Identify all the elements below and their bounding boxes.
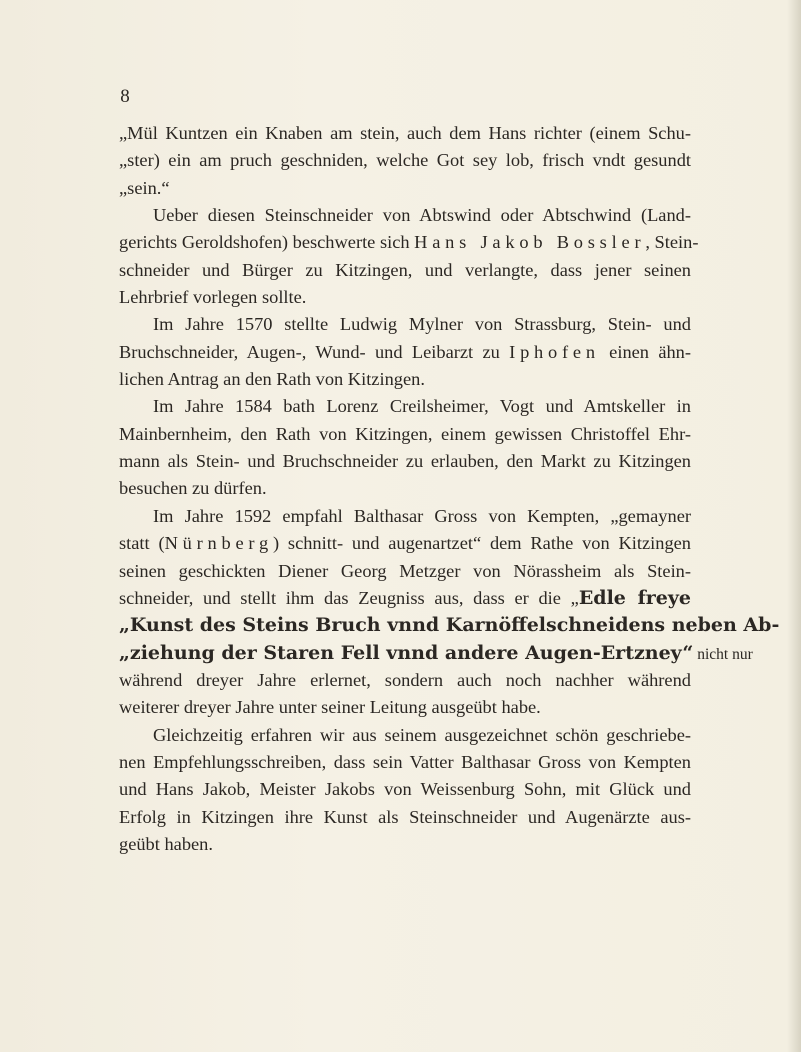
text-run: Mainbernheim, den Rath von Kitzingen, einem gewissen Christoffel Ehr-	[119, 423, 691, 444]
text-line	[119, 202, 691, 229]
text-line	[119, 120, 691, 147]
body-text	[119, 120, 780, 858]
text-line	[119, 722, 691, 749]
text-line	[119, 147, 691, 174]
spaced-name: Nürnberg	[164, 533, 273, 554]
text-run: während dreyer Jahre erlernet, sondern auch noch nachher während	[119, 669, 691, 690]
text-run: statt (	[119, 533, 165, 554]
text-run: gerichts Geroldshofen) beschwerte sich	[119, 232, 415, 253]
text-line	[119, 776, 691, 803]
text-line	[119, 229, 699, 256]
text-run: einen ähn-	[599, 341, 691, 362]
text-line	[119, 257, 691, 284]
text-run: nen Empfehlungsschreiben, dass sein Vatter Balthasar Gross von Kempten	[119, 751, 691, 772]
text-line	[119, 503, 691, 530]
text-run: nicht nur	[693, 645, 753, 663]
text-run: , Stein-	[645, 232, 699, 253]
text-run: Im Jahre 1592 empfahl Balthasar Gross von Kempten, „gemayner	[153, 505, 691, 526]
text-line	[119, 475, 691, 502]
text-run: Lehrbrief vorlegen sollte.	[119, 287, 307, 308]
text-line	[119, 640, 753, 667]
text-line	[119, 804, 691, 831]
page-number: 8	[120, 86, 130, 107]
paragraph	[119, 120, 691, 202]
text-run: schneider, und stellt ihm das Zeugniss aus, dass er die „	[119, 587, 579, 608]
text-run: Erfolg in Kitzingen ihre Kunst als Steinschneider und Augenärzte aus-	[119, 806, 691, 827]
paragraph	[119, 503, 780, 722]
text-line	[119, 393, 691, 420]
text-run: Ueber diesen Steinschneider von Abtswind oder Abtschwind (Land-	[153, 205, 691, 226]
paragraph	[119, 722, 691, 859]
paragraph	[119, 202, 699, 311]
text-run: schneider und Bürger zu Kitzingen, und verlangte, dass jener seinen	[119, 259, 691, 280]
text-line	[119, 421, 691, 448]
blackletter-quote: „ziehung der Staren Fell vnnd andere Augen-Ertzney“	[119, 641, 694, 664]
blackletter-quote: „Kunst des Steins Bruch vnnd Karnöffelschneidens neben Ab-	[119, 614, 780, 637]
text-line	[119, 558, 691, 585]
text-line	[119, 284, 691, 311]
blackletter-quote: Edle freye	[578, 586, 691, 609]
text-run: seinen geschickten Diener Georg Metzger von Nörassheim als Stein-	[119, 560, 691, 581]
text-run: besuchen zu dürfen.	[119, 478, 267, 499]
text-line	[119, 694, 691, 721]
text-run: und Hans Jakob, Meister Jakobs von Weissenburg Sohn, mit Glück und	[119, 779, 691, 800]
text-run: Im Jahre 1570 stellte Ludwig Mylner von Strassburg, Stein- und	[153, 314, 691, 335]
text-run: Im Jahre 1584 bath Lorenz Creilsheimer, Vogt und Amtskeller in	[153, 396, 691, 417]
spaced-name: Hans Jakob Bossler	[414, 232, 646, 253]
text-run: „Mül Kuntzen ein Knaben am stein, auch dem Hans richter (einem Schu-	[119, 123, 691, 143]
text-run: „ster) ein am pruch geschniden, welche Got sey lob, frisch vndt gesundt	[119, 150, 691, 171]
text-run: „sein.“	[119, 177, 170, 198]
text-run: weiterer dreyer Jahre unter seiner Leitung ausgeübt habe.	[119, 697, 541, 718]
text-line	[119, 175, 691, 202]
text-line	[119, 585, 691, 612]
text-run: Gleichzeitig erfahren wir aus seinem ausgezeichnet schön geschriebe-	[153, 724, 691, 745]
paragraph	[119, 393, 691, 502]
text-run: lichen Antrag an den Rath von Kitzingen.	[119, 369, 425, 390]
text-line	[119, 612, 780, 639]
text-line	[119, 667, 691, 694]
text-line	[119, 749, 691, 776]
text-run: geübt haben.	[119, 833, 213, 854]
spaced-name: Iphofen	[509, 341, 600, 362]
text-line	[119, 530, 691, 557]
text-line	[119, 366, 691, 393]
text-run: mann als Stein- und Bruchschneider zu erlauben, den Markt zu Kitzingen	[119, 451, 691, 472]
paragraph	[119, 311, 691, 393]
text-line	[119, 311, 691, 338]
text-line	[119, 831, 691, 858]
text-run: Bruchschneider, Augen-, Wund- und Leibarzt zu	[119, 341, 510, 362]
page-edge-shadow	[787, 0, 801, 1052]
text-run: ) schnitt- und augenartzet“ dem Rathe von Kitzingen	[273, 533, 691, 554]
text-line	[119, 448, 691, 475]
text-line	[119, 339, 691, 366]
